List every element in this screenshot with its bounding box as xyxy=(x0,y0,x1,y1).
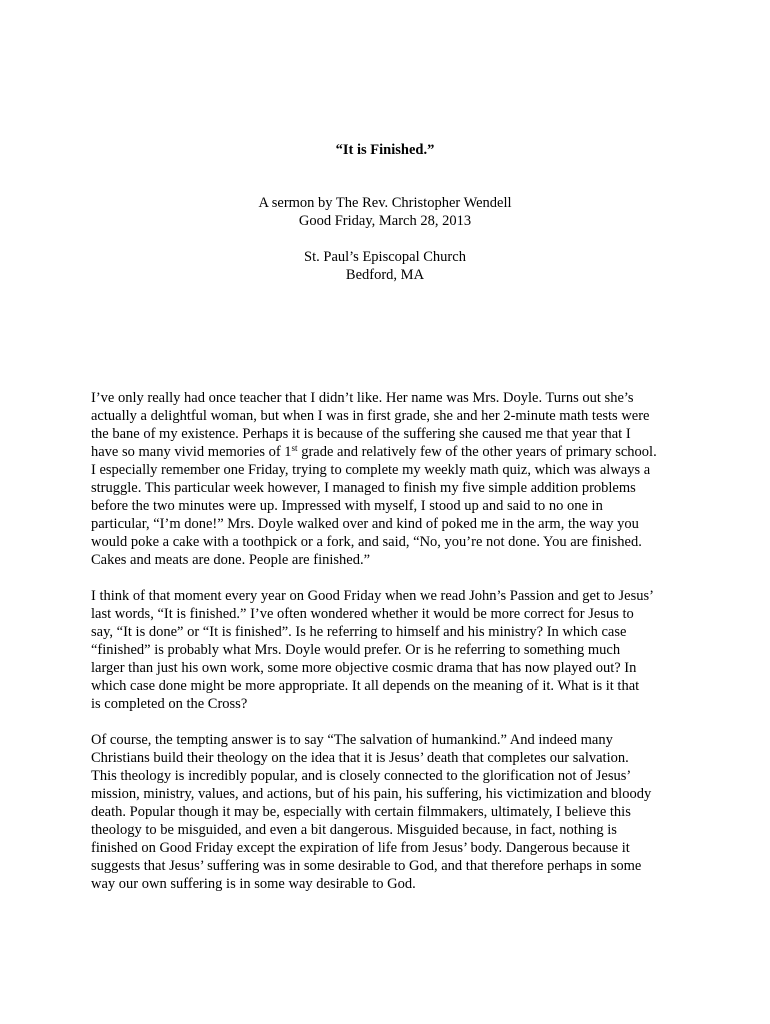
text-line: Of course, the tempting answer is to say “The salvation of humankind.” And indeed many xyxy=(91,732,613,748)
text-line: which case done might be more appropriate. It all depends on the meaning of it. What is it that xyxy=(91,678,640,694)
text-line: larger than just his own work, some more objective cosmic drama that has now played out? In xyxy=(91,660,637,676)
paragraph xyxy=(91,389,691,569)
church-name: St. Paul’s Episcopal Church xyxy=(304,249,466,265)
text-line: This theology is incredibly popular, and is closely connected to the glorification not of Jesus’ xyxy=(91,768,632,784)
ordinal-superscript: st xyxy=(291,443,298,453)
text-line: Christians build their theology on the idea that it is Jesus’ death that completes our salvation. xyxy=(91,750,629,766)
text-line: mission, ministry, values, and actions, but of his pain, his suffering, his victimization and bloody xyxy=(91,786,652,802)
text-line: actually a delightful woman, but when I was in first grade, she and her 2-minute math tests were xyxy=(91,408,650,424)
sermon-body xyxy=(91,389,691,911)
sermon-title: “It is Finished.” xyxy=(335,142,435,158)
text-line: particular, “I’m done!” Mrs. Doyle walked over and kind of poked me in the arm, the way you xyxy=(91,516,639,532)
text-line: I think of that moment every year on Good Friday when we read John’s Passion and get to Jesus’ xyxy=(91,588,654,604)
text-line: I’ve only really had once teacher that I didn’t like. Her name was Mrs. Doyle. Turns out she’s xyxy=(91,390,634,406)
paragraph xyxy=(91,587,691,713)
text-segment: grade and relatively few of the other years of primary school. xyxy=(297,444,657,460)
text-line: I especially remember one Friday, trying to complete my weekly math quiz, which was always a xyxy=(91,462,651,478)
text-line: way our own suffering is in some way desirable to God. xyxy=(91,876,416,892)
text-line: would poke a cake with a toothpick or a fork, and said, “No, you’re not done. You are finished. xyxy=(91,534,642,550)
text-line: before the two minutes were up. Impressed with myself, I stood up and said to no one in xyxy=(91,498,603,514)
text-line: Cakes and meats are done. People are finished.” xyxy=(91,552,371,568)
text-line: suggests that Jesus’ suffering was in some desirable to God, and that therefore perhaps in some xyxy=(91,858,642,874)
text-line: finished on Good Friday except the expiration of life from Jesus’ body. Dangerous because it xyxy=(91,840,630,856)
text-line: theology to be misguided, and even a bit dangerous. Misguided because, in fact, nothing is xyxy=(91,822,617,838)
text-line: say, “It is done” or “It is finished”. Is he referring to himself and his ministry? In which case xyxy=(91,624,627,640)
text-line xyxy=(91,443,691,461)
byline-author: A sermon by The Rev. Christopher Wendell xyxy=(258,195,512,211)
church-info xyxy=(0,248,770,284)
text-line: the bane of my existence. Perhaps it is because of the suffering she caused me that year that I xyxy=(91,426,631,442)
text-line: is completed on the Cross? xyxy=(91,696,248,712)
byline-date: Good Friday, March 28, 2013 xyxy=(298,213,472,229)
text-line: last words, “It is finished.” I’ve often wondered whether it would be more correct for Jesus to xyxy=(91,606,634,622)
text-segment: have so many vivid memories of 1 xyxy=(91,444,292,460)
paragraph xyxy=(91,731,691,893)
text-line: “finished” is probably what Mrs. Doyle would prefer. Or is he referring to something much xyxy=(91,642,621,658)
text-line: death. Popular though it may be, especially with certain filmmakers, ultimately, I believe this xyxy=(91,804,631,820)
byline xyxy=(0,194,770,230)
church-location: Bedford, MA xyxy=(345,267,425,283)
text-line: struggle. This particular week however, I managed to finish my five simple addition problems xyxy=(91,480,636,496)
